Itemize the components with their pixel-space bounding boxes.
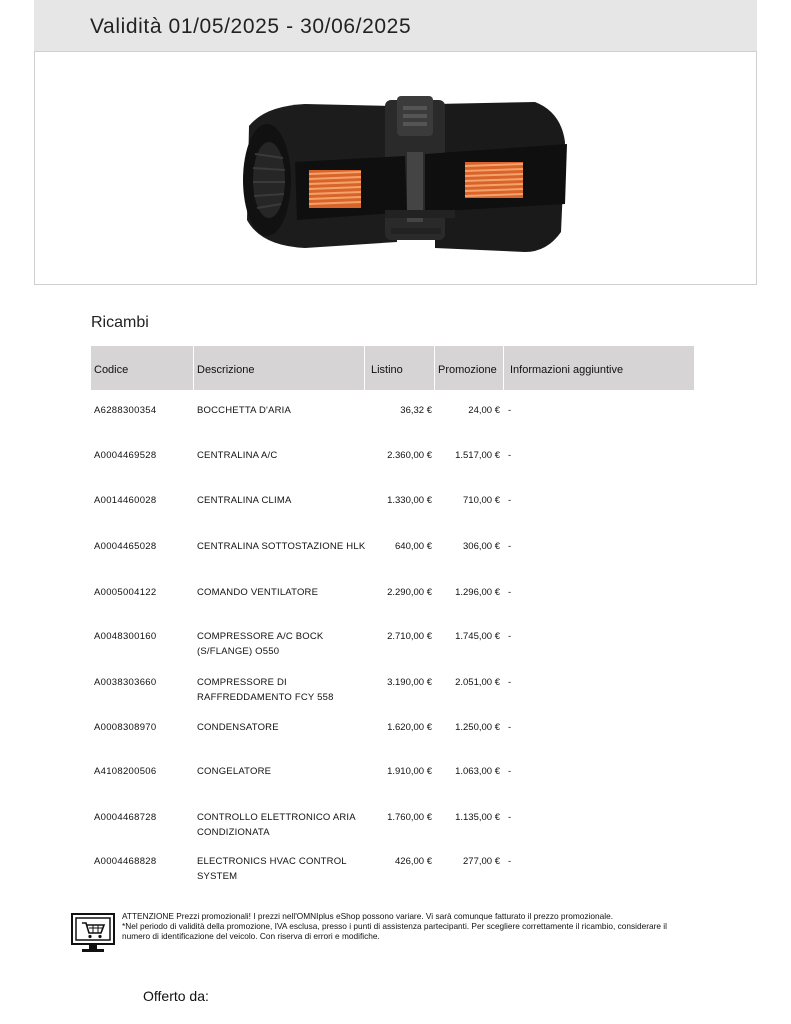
additional-info: - bbox=[508, 541, 512, 552]
part-code: A6288300354 bbox=[94, 405, 157, 416]
promo-price: 2.051,00 € bbox=[455, 677, 500, 688]
table-row bbox=[91, 403, 694, 443]
list-price: 1.620,00 € bbox=[387, 722, 432, 733]
list-price: 2.290,00 € bbox=[387, 587, 432, 598]
part-code: A0004465028 bbox=[94, 541, 157, 552]
product-image-frame bbox=[34, 51, 757, 285]
list-price: 1.910,00 € bbox=[387, 766, 432, 777]
part-description: CONGELATORE bbox=[197, 766, 272, 777]
table-row bbox=[91, 854, 694, 894]
promo-price: 1.250,00 € bbox=[455, 722, 500, 733]
promo-price: 1.517,00 € bbox=[455, 450, 500, 461]
column-header-description: Descrizione bbox=[197, 364, 255, 376]
column-header-info: Informazioni aggiuntive bbox=[510, 364, 624, 376]
promo-price: 1.296,00 € bbox=[455, 587, 500, 598]
air-blower-icon bbox=[235, 92, 575, 260]
table-row bbox=[91, 764, 694, 804]
promo-price: 710,00 € bbox=[463, 495, 500, 506]
promo-price: 1.135,00 € bbox=[455, 812, 500, 823]
additional-info: - bbox=[508, 722, 512, 733]
table-row bbox=[91, 539, 694, 579]
parts-table-header bbox=[91, 346, 694, 390]
additional-info: - bbox=[508, 450, 512, 461]
list-price: 640,00 € bbox=[395, 541, 432, 552]
table-row bbox=[91, 675, 694, 715]
part-code: A0005004122 bbox=[94, 587, 157, 598]
part-description: CENTRALINA CLIMA bbox=[197, 495, 292, 506]
validity-title: Validità 01/05/2025 - 30/06/2025 bbox=[90, 15, 412, 38]
promo-price: 1.063,00 € bbox=[455, 766, 500, 777]
promo-price: 306,00 € bbox=[463, 541, 500, 552]
column-header-code: Codice bbox=[94, 364, 129, 376]
part-code: A0008308970 bbox=[94, 722, 157, 733]
column-header-list-price: Listino bbox=[371, 364, 403, 376]
column-divider bbox=[434, 346, 435, 390]
table-row bbox=[91, 810, 694, 850]
additional-info: - bbox=[508, 495, 512, 506]
additional-info: - bbox=[508, 766, 512, 777]
part-description: ELECTRONICS HVAC CONTROL SYSTEM bbox=[197, 856, 347, 882]
part-description: CENTRALINA A/C bbox=[197, 450, 278, 461]
list-price: 426,00 € bbox=[395, 856, 432, 867]
notice-conditions-text: *Nel periodo di validità della promozione, IVA esclusa, presso i punti di assistenza partecipanti. Per scegliere correttamente il ricambio, considerare il numero di identificazione del veicolo. Con riserva di errori e modifiche. bbox=[122, 921, 667, 942]
additional-info: - bbox=[508, 405, 512, 416]
part-code: A0004469528 bbox=[94, 450, 157, 461]
part-code: A0004468728 bbox=[94, 812, 157, 823]
table-row bbox=[91, 493, 694, 533]
column-divider bbox=[503, 346, 504, 390]
table-row bbox=[91, 448, 694, 488]
part-description: COMANDO VENTILATORE bbox=[197, 587, 319, 598]
notice-warning-text: ATTENZIONE Prezzi promozionali! I prezzi nell'OMNIplus eShop possono variare. Vi sarà comunque fatturato il prezzo promozionale. bbox=[122, 911, 614, 921]
additional-info: - bbox=[508, 856, 512, 867]
table-row bbox=[91, 720, 694, 760]
part-description: COMPRESSORE A/C BOCK (S/FLANGE) O550 bbox=[197, 631, 324, 657]
section-title-ricambi: Ricambi bbox=[91, 314, 149, 331]
computer-cart-icon bbox=[70, 912, 116, 954]
part-description: CENTRALINA SOTTOSTAZIONE HLK bbox=[197, 541, 366, 552]
table-row bbox=[91, 629, 694, 669]
promo-price: 1.745,00 € bbox=[455, 631, 500, 642]
additional-info: - bbox=[508, 812, 512, 823]
additional-info: - bbox=[508, 631, 512, 642]
list-price: 3.190,00 € bbox=[387, 677, 432, 688]
part-description: COMPRESSORE DI RAFFREDDAMENTO FCY 558 bbox=[197, 677, 334, 703]
additional-info: - bbox=[508, 677, 512, 688]
column-header-promo: Promozione bbox=[438, 364, 497, 376]
offered-by-label: Offerto da: bbox=[143, 988, 209, 1004]
list-price: 2.360,00 € bbox=[387, 450, 432, 461]
list-price: 2.710,00 € bbox=[387, 631, 432, 642]
part-description: CONDENSATORE bbox=[197, 722, 279, 733]
part-description: BOCCHETTA D'ARIA bbox=[197, 405, 292, 416]
column-divider bbox=[364, 346, 365, 390]
promo-price: 24,00 € bbox=[468, 405, 500, 416]
column-divider bbox=[193, 346, 194, 390]
part-code: A4108200506 bbox=[94, 766, 157, 777]
part-description: CONTROLLO ELETTRONICO ARIA CONDIZIONATA bbox=[197, 812, 356, 838]
promo-price: 277,00 € bbox=[463, 856, 500, 867]
validity-header bbox=[34, 0, 757, 52]
part-code: A0048300160 bbox=[94, 631, 157, 642]
part-code: A0014460028 bbox=[94, 495, 157, 506]
promo-notice bbox=[122, 911, 682, 942]
list-price: 1.330,00 € bbox=[387, 495, 432, 506]
list-price: 1.760,00 € bbox=[387, 812, 432, 823]
additional-info: - bbox=[508, 587, 512, 598]
part-code: A0038303660 bbox=[94, 677, 157, 688]
table-row bbox=[91, 585, 694, 625]
list-price: 36,32 € bbox=[400, 405, 432, 416]
part-code: A0004468828 bbox=[94, 856, 157, 867]
